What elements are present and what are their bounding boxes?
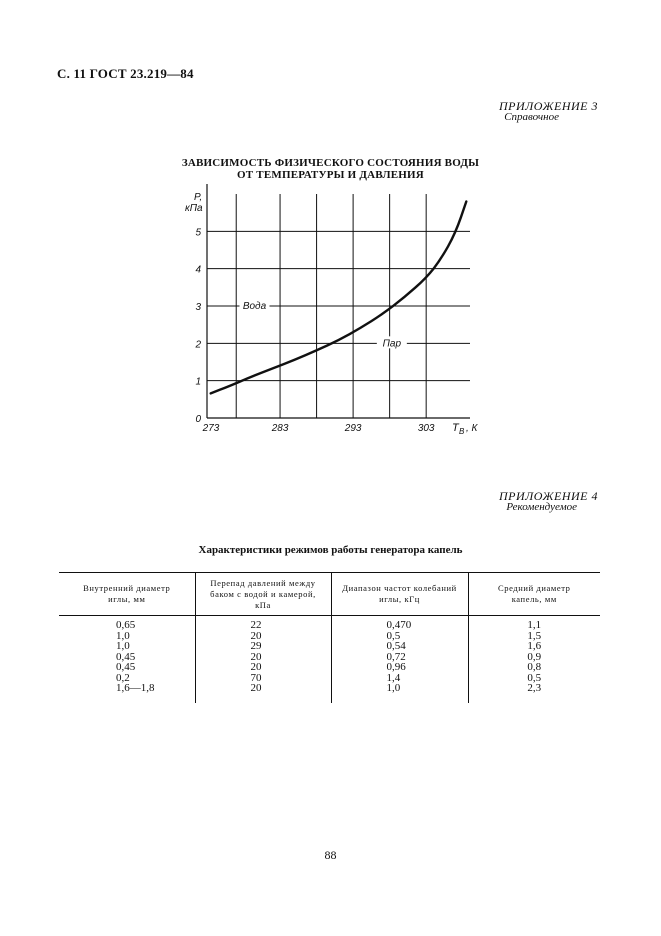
table-row — [59, 616, 600, 631]
table-header-row — [59, 573, 600, 616]
cell-needle-diameter: 0,65 — [116, 619, 136, 631]
cell-needle-diameter: 1,6—1,8 — [116, 682, 155, 694]
region-label-vapor: Пар — [382, 338, 402, 350]
cell-pressure-drop: 20 — [195, 631, 331, 642]
cell-pressure-drop: 29 — [195, 641, 331, 652]
y-tick-label: 1 — [195, 376, 201, 388]
cell-droplet-diameter: 0,9 — [468, 652, 600, 663]
annex-4-title: ПРИЛОЖЕНИЕ 4 — [499, 489, 598, 503]
region-label-water: Вода — [242, 301, 267, 312]
table-row — [59, 631, 600, 642]
cell-frequency: 0,96 — [331, 662, 468, 673]
header-pressure-drop: Перепад давлений между баком с водой и камерой, кПа — [195, 573, 331, 616]
table-row — [59, 683, 600, 703]
y-tick-label: 2 — [195, 339, 201, 351]
cell-frequency: 0,5 — [331, 631, 468, 642]
x-tick-label: 273 — [202, 423, 220, 434]
saturation-curve — [211, 202, 467, 394]
y-axis-unit: кПа — [185, 203, 203, 214]
cell-frequency: 0,470 — [331, 616, 468, 631]
cell-needle-diameter: 0,2 — [116, 671, 130, 684]
cell-pressure-drop: 22 — [195, 616, 331, 631]
cell-droplet-diameter: 1,1 — [468, 616, 600, 631]
x-axis-unit: , К — [466, 423, 478, 434]
header-frequency-range: Диапазон частот колебаний иглы, кГц — [331, 573, 468, 616]
chart-title-line-1: ЗАВИСИМОСТЬ ФИЗИЧЕСКОГО СОСТОЯНИЯ ВОДЫ — [181, 157, 480, 169]
header-needle-diameter: Внутренний диаметр иглы, мм — [59, 573, 195, 616]
x-axis-label: T — [452, 422, 459, 434]
cell-droplet-diameter: 1,5 — [468, 631, 600, 642]
cell-pressure-drop: 70 — [195, 673, 331, 684]
cell-droplet-diameter: 0,8 — [468, 662, 600, 673]
cell-droplet-diameter: 2,3 — [468, 683, 600, 703]
cell-needle-diameter: 0,45 — [116, 650, 136, 663]
y-tick-label: 4 — [195, 264, 201, 276]
chart-tick-labels — [194, 227, 435, 434]
table-row — [59, 662, 600, 673]
x-tick-label: 293 — [344, 423, 362, 434]
y-tick-label: 5 — [195, 227, 201, 239]
page-number: 88 — [324, 848, 337, 862]
cell-pressure-drop: 20 — [195, 652, 331, 663]
y-tick-label: 3 — [195, 302, 201, 313]
table-row — [59, 641, 600, 652]
phase-diagram-chart — [0, 180, 661, 440]
cell-frequency: 0,54 — [331, 641, 468, 652]
x-tick-label: 303 — [417, 423, 435, 434]
table-row — [59, 652, 600, 663]
chart-series — [211, 202, 467, 394]
annex-4-subtitle: Рекомендуемое — [506, 501, 577, 513]
cell-frequency: 0,72 — [331, 652, 468, 663]
cell-frequency: 1,4 — [331, 673, 468, 684]
header-droplet-diameter: Средний диаметр капель, мм — [468, 573, 600, 616]
x-tick-label: 283 — [271, 423, 289, 434]
x-axis-label-subscript: В — [459, 427, 465, 436]
cell-frequency: 1,0 — [331, 683, 468, 703]
cell-droplet-diameter: 1,6 — [468, 641, 600, 652]
chart-labels — [185, 192, 479, 436]
cell-needle-diameter: 1,0 — [116, 640, 130, 652]
document-header: С. 11 ГОСТ 23.219—84 — [57, 66, 194, 81]
cell-pressure-drop: 20 — [195, 683, 331, 703]
cell-needle-diameter: 1,0 — [116, 629, 130, 642]
table-caption: Характеристики режимов работы генератора капель — [198, 544, 463, 556]
annex-3-subtitle: Справочное — [504, 111, 559, 123]
annex-3-title: ПРИЛОЖЕНИЕ 3 — [499, 99, 598, 113]
cell-pressure-drop: 20 — [195, 662, 331, 673]
generator-modes-table — [59, 572, 600, 703]
y-axis-label: P, — [194, 192, 203, 203]
cell-droplet-diameter: 0,5 — [468, 673, 600, 684]
chart-title-line-2: ОТ ТЕМПЕРАТУРЫ И ДАВЛЕНИЯ — [237, 169, 424, 181]
y-tick-label: 0 — [195, 414, 201, 425]
cell-needle-diameter: 0,45 — [116, 661, 136, 673]
